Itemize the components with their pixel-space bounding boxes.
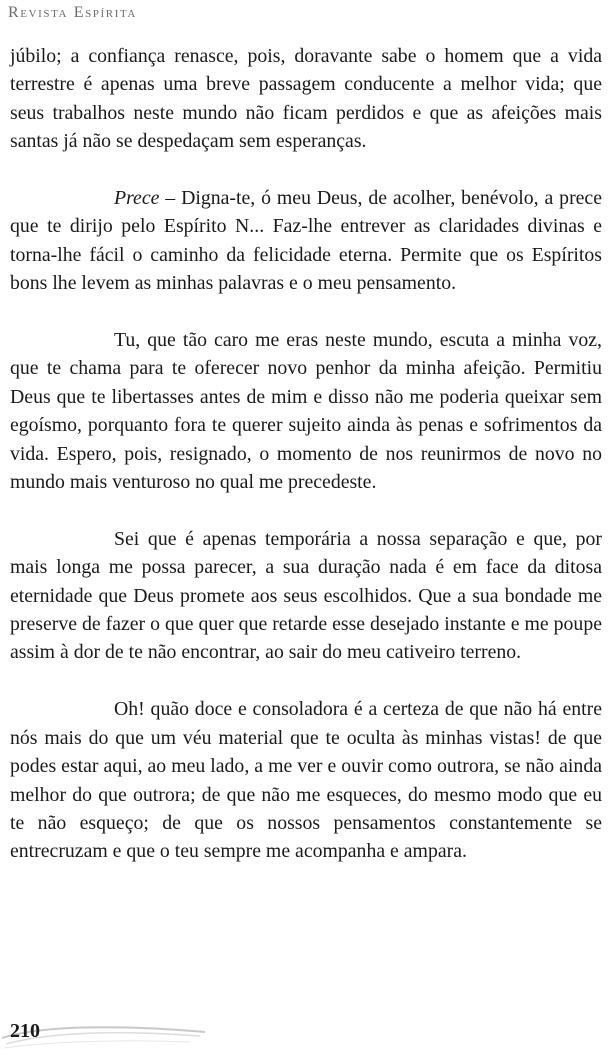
paragraph-3: Tu, que tão caro me eras neste mundo, escuta a minha voz, que te chama para te oferecer novo penhor da minha afeição. Permitiu Deus que te libertasses antes de mim e disso não me poderia queixar sem egoísmo, porquanto fora te querer sujeito ainda às penas e sofrimentos da vida. Espero, pois, resignado, o momento de nos reunirmos de novo no mundo mais venturoso no qual me precedeste. [10, 329, 602, 494]
paragraph-2-lead: Prece [114, 187, 160, 210]
paragraph-5: Oh! quão doce e consoladora é a certeza de que não há entre nós mais do que um véu material que te oculta às minhas vistas! de que podes estar aqui, ao meu lado, a me ver e ouvir como outrora, se não ainda melhor do que outrora; de que não me esqueces, do mesmo modo que eu te não esqueço; de que os nossos pensamentos constantemente se entrecruzam e que o teu sempre me acompanha e ampara. [10, 698, 602, 863]
paragraph-2-text: – Digna-te, ó meu Deus, de acolher, benévolo, a prece que te dirijo pelo Espírito N... Faz-lhe entrever as claridades divinas e torna-lhe fácil o caminho da felicidade eterna. Permite que os Espíritos bons lhe levem as minhas palavras e o meu pensamento. [10, 187, 602, 295]
body-text [10, 42, 602, 866]
paragraph-4: Sei que é apenas temporária a nossa separação e que, por mais longa me possa parecer, a sua duração nada é em face da ditosa eternidade que Deus promete aos seus escolhidos. Que a sua bondade me preserve de fazer o que quer que retarde esse desejado instante e me poupe assim à dor de te não encontrar, ao sair do meu cativeiro terreno. [10, 527, 602, 664]
paragraph-1: júbilo; a confiança renasce, pois, doravante sabe o homem que a vida terrestre é apenas uma breve passagem conducente a melhor vida; que seus trabalhos neste mundo não ficam perdidos e que as afeições mais santas já não se despedaçam sem esperanças. [10, 45, 602, 153]
page-number: 210 [10, 1020, 40, 1042]
running-header: Revista Espírita [8, 4, 137, 21]
paragraph-2 [10, 184, 602, 298]
